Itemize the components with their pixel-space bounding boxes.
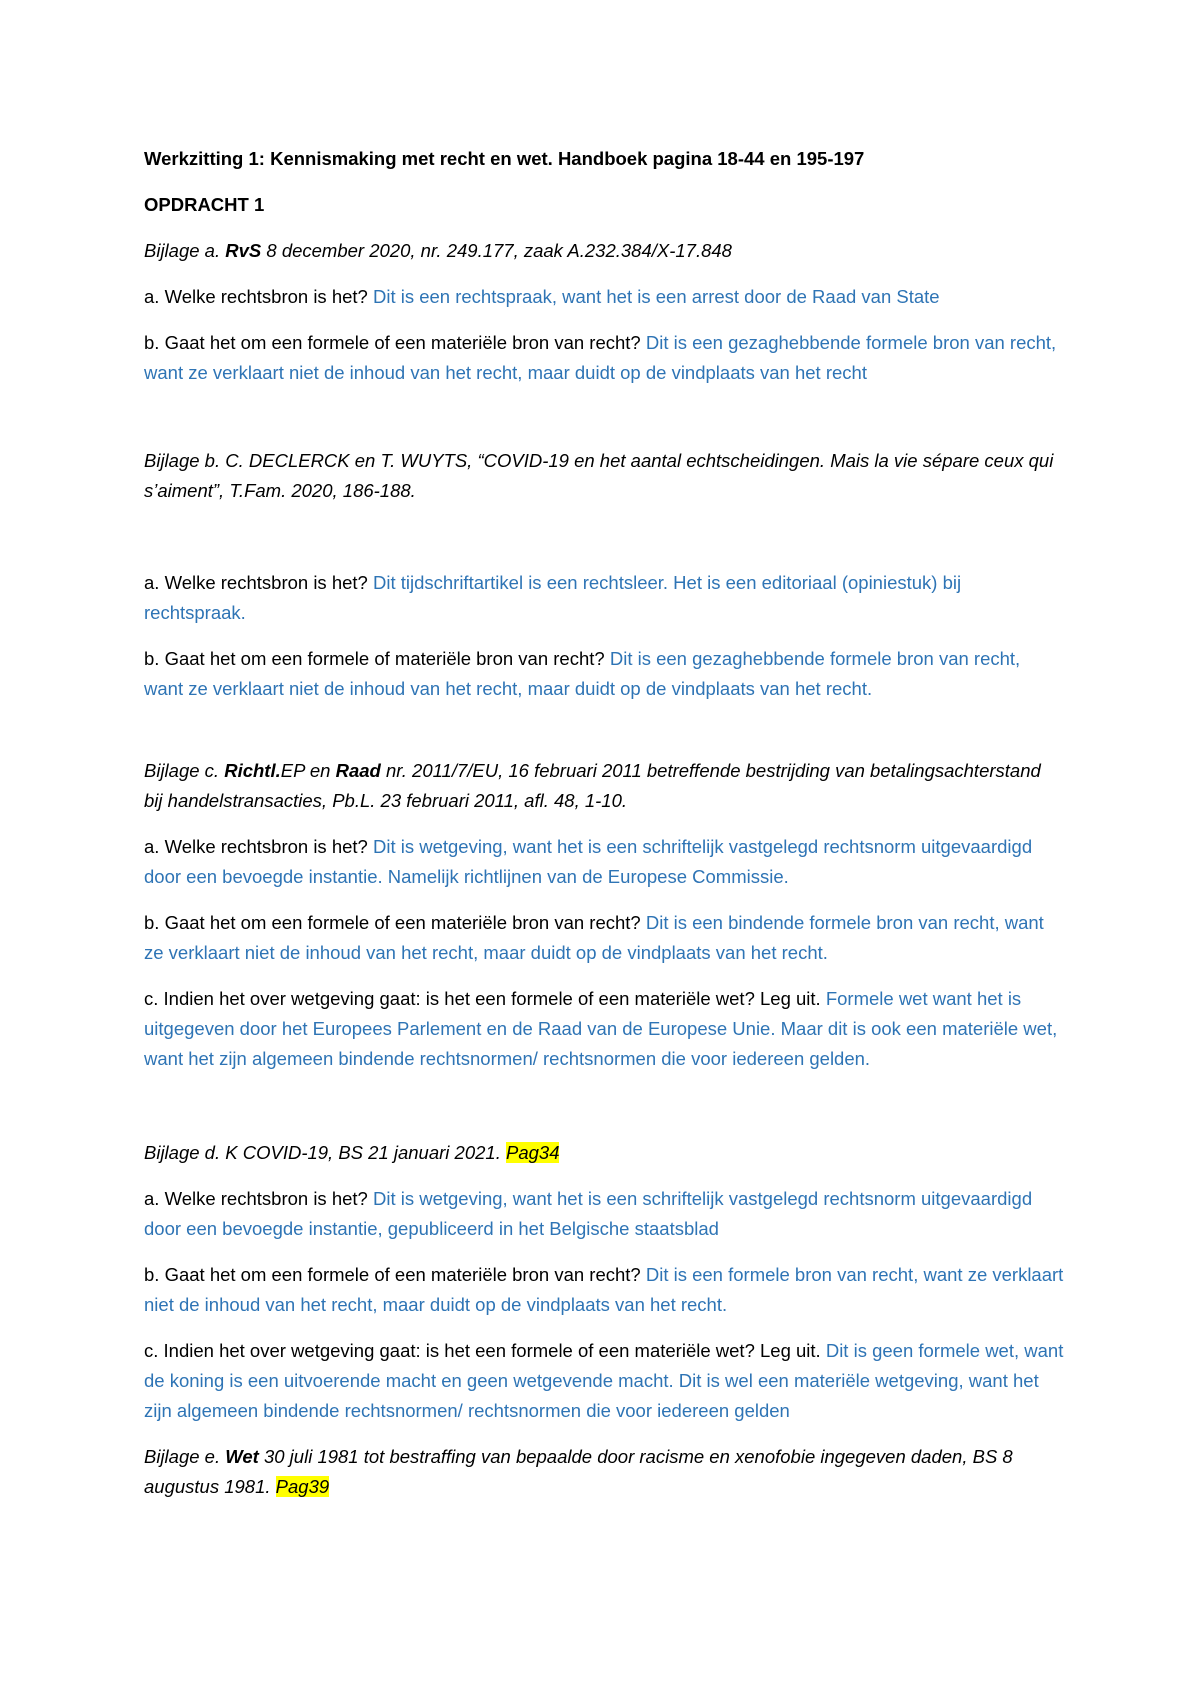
bijlage-d-question-c: c. Indien het over wetgeving gaat: is het een formele of een materiële wet? Leg uit. Dit is geen formele wet, want de koning is een uitvoerende macht en geen wetgevende macht. Dit is wel een materiële wetgeving, want het zijn algemeen bindende rechtsnormen/ rechtsnormen die voor iedereen gelden xyxy=(144,1340,1064,1421)
spacer xyxy=(144,1090,1064,1138)
bijlage-b-question-a: a. Welke rechtsbron is het? Dit tijdschriftartikel is een rechtsleer. Het is een editoriaal (opiniestuk) bij rechtspraak. xyxy=(144,572,962,623)
highlighted-page-ref: Pag34 xyxy=(505,1142,560,1163)
answer-text: Dit tijdschriftartikel is een rechtsleer. Het is een editoriaal (opiniestuk) bij rechtspraak. xyxy=(144,572,962,623)
answer-text: Dit is een gezaghebbende formele bron van recht, want ze verklaart niet de inhoud van het recht, maar duidt op de vindplaats van het recht. xyxy=(144,648,1021,699)
answer-text: Dit is wetgeving, want het is een schriftelijk vastgelegd rechtsnorm uitgevaardigd door een bevoegde instantie. Namelijk richtlijnen van de Europese Commissie. xyxy=(144,836,1033,887)
spacer xyxy=(144,522,1064,568)
bijlage-d-reference: Bijlage d. K COVID-19, BS 21 januari 2021. Pag34 xyxy=(144,1142,560,1163)
answer-text: Dit is geen formele wet, want de koning is een uitvoerende macht en geen wetgevende macht. Dit is wel een materiële wetgeving, want het zijn algemeen bindende rechtsnormen/ rechtsnormen die voor iedereen gelden xyxy=(144,1340,1064,1421)
bijlage-d-question-a: a. Welke rechtsbron is het? Dit is wetgeving, want het is een schriftelijk vastgelegd rechtsnorm uitgevaardigd door een bevoegde instantie, gepubliceerd in het Belgische staatsblad xyxy=(144,1188,1033,1239)
spacer xyxy=(144,720,1064,756)
answer-text: Dit is een formele bron van recht, want ze verklaart niet de inhoud van het recht, maar duidt op de vindplaats van het recht. xyxy=(144,1264,1064,1315)
answer-text: Formele wet want het is uitgegeven door het Europees Parlement en de Raad van de Europese Unie. Maar dit is ook een materiële wet, want het zijn algemeen bindende rechtsnormen/ rechtsnormen die voor iedereen gelden. xyxy=(144,988,1058,1069)
answer-text: Dit is wetgeving, want het is een schriftelijk vastgelegd rechtsnorm uitgevaardigd door een bevoegde instantie, gepubliceerd in het Belgische staatsblad xyxy=(144,1188,1033,1239)
bijlage-c-question-c: c. Indien het over wetgeving gaat: is het een formele of een materiële wet? Leg uit. Formele wet want het is uitgegeven door het Europees Parlement en de Raad van de Europese Unie. Maar dit is ook een materiële wet, want het zijn algemeen bindende rechtsnormen/ rechtsnormen die voor iedereen gelden. xyxy=(144,988,1058,1069)
assignment-heading: OPDRACHT 1 xyxy=(144,194,265,215)
bijlage-e-reference: Bijlage e. Wet 30 juli 1981 tot bestraffing van bepaalde door racisme en xenofobie ingegeven daden, BS 8 augustus 1981. Pag39 xyxy=(144,1446,1013,1497)
answer-text: Dit is een gezaghebbende formele bron van recht, want ze verklaart niet de inhoud van het recht, maar duidt op de vindplaats van het recht xyxy=(144,332,1057,383)
bijlage-a-question-a: a. Welke rechtsbron is het? Dit is een rechtspraak, want het is een arrest door de Raad van State xyxy=(144,286,940,307)
answer-text: Dit is een rechtspraak, want het is een arrest door de Raad van State xyxy=(372,286,940,307)
bijlage-d-question-b: b. Gaat het om een formele of een materiële bron van recht? Dit is een formele bron van recht, want ze verklaart niet de inhoud van het recht, maar duidt op de vindplaats van het recht. xyxy=(144,1264,1064,1315)
bijlage-b-reference: Bijlage b. C. DECLERCK en T. WUYTS, “COVID-19 en het aantal echtscheidingen. Mais la vie sépare ceux qui s’aiment”, T.Fam. 2020, 186-188. xyxy=(144,450,1054,501)
bijlage-c-question-a: a. Welke rechtsbron is het? Dit is wetgeving, want het is een schriftelijk vastgelegd rechtsnorm uitgevaardigd door een bevoegde instantie. Namelijk richtlijnen van de Europese Commissie. xyxy=(144,836,1033,887)
spacer xyxy=(144,404,1064,446)
document-title: Werkzitting 1: Kennismaking met recht en wet. Handboek pagina 18-44 en 195-197 xyxy=(144,148,865,169)
bijlage-c-question-b: b. Gaat het om een formele of een materiële bron van recht? Dit is een bindende formele bron van recht, want ze verklaart niet de inhoud van het recht, maar duidt op de vindplaats van het recht. xyxy=(144,912,1044,963)
answer-text: Dit is een bindende formele bron van recht, want ze verklaart niet de inhoud van het recht, maar duidt op de vindplaats van het recht. xyxy=(144,912,1044,963)
highlighted-page-ref: Pag39 xyxy=(275,1476,330,1497)
document-body xyxy=(144,144,1064,1518)
bijlage-a-reference: Bijlage a. RvS 8 december 2020, nr. 249.177, zaak A.232.384/X-17.848 xyxy=(144,240,732,261)
bijlage-b-question-b: b. Gaat het om een formele of materiële bron van recht? Dit is een gezaghebbende formele bron van recht, want ze verklaart niet de inhoud van het recht, maar duidt op de vindplaats van het recht. xyxy=(144,648,1021,699)
bijlage-a-question-b: b. Gaat het om een formele of een materiële bron van recht? Dit is een gezaghebbende formele bron van recht, want ze verklaart niet de inhoud van het recht, maar duidt op de vindplaats van het recht xyxy=(144,332,1057,383)
bijlage-c-reference: Bijlage c. Richtl.EP en Raad nr. 2011/7/EU, 16 februari 2011 betreffende bestrijding van betalingsachterstand bij handelstransacties, Pb.L. 23 februari 2011, afl. 48, 1-10. xyxy=(144,760,1041,811)
